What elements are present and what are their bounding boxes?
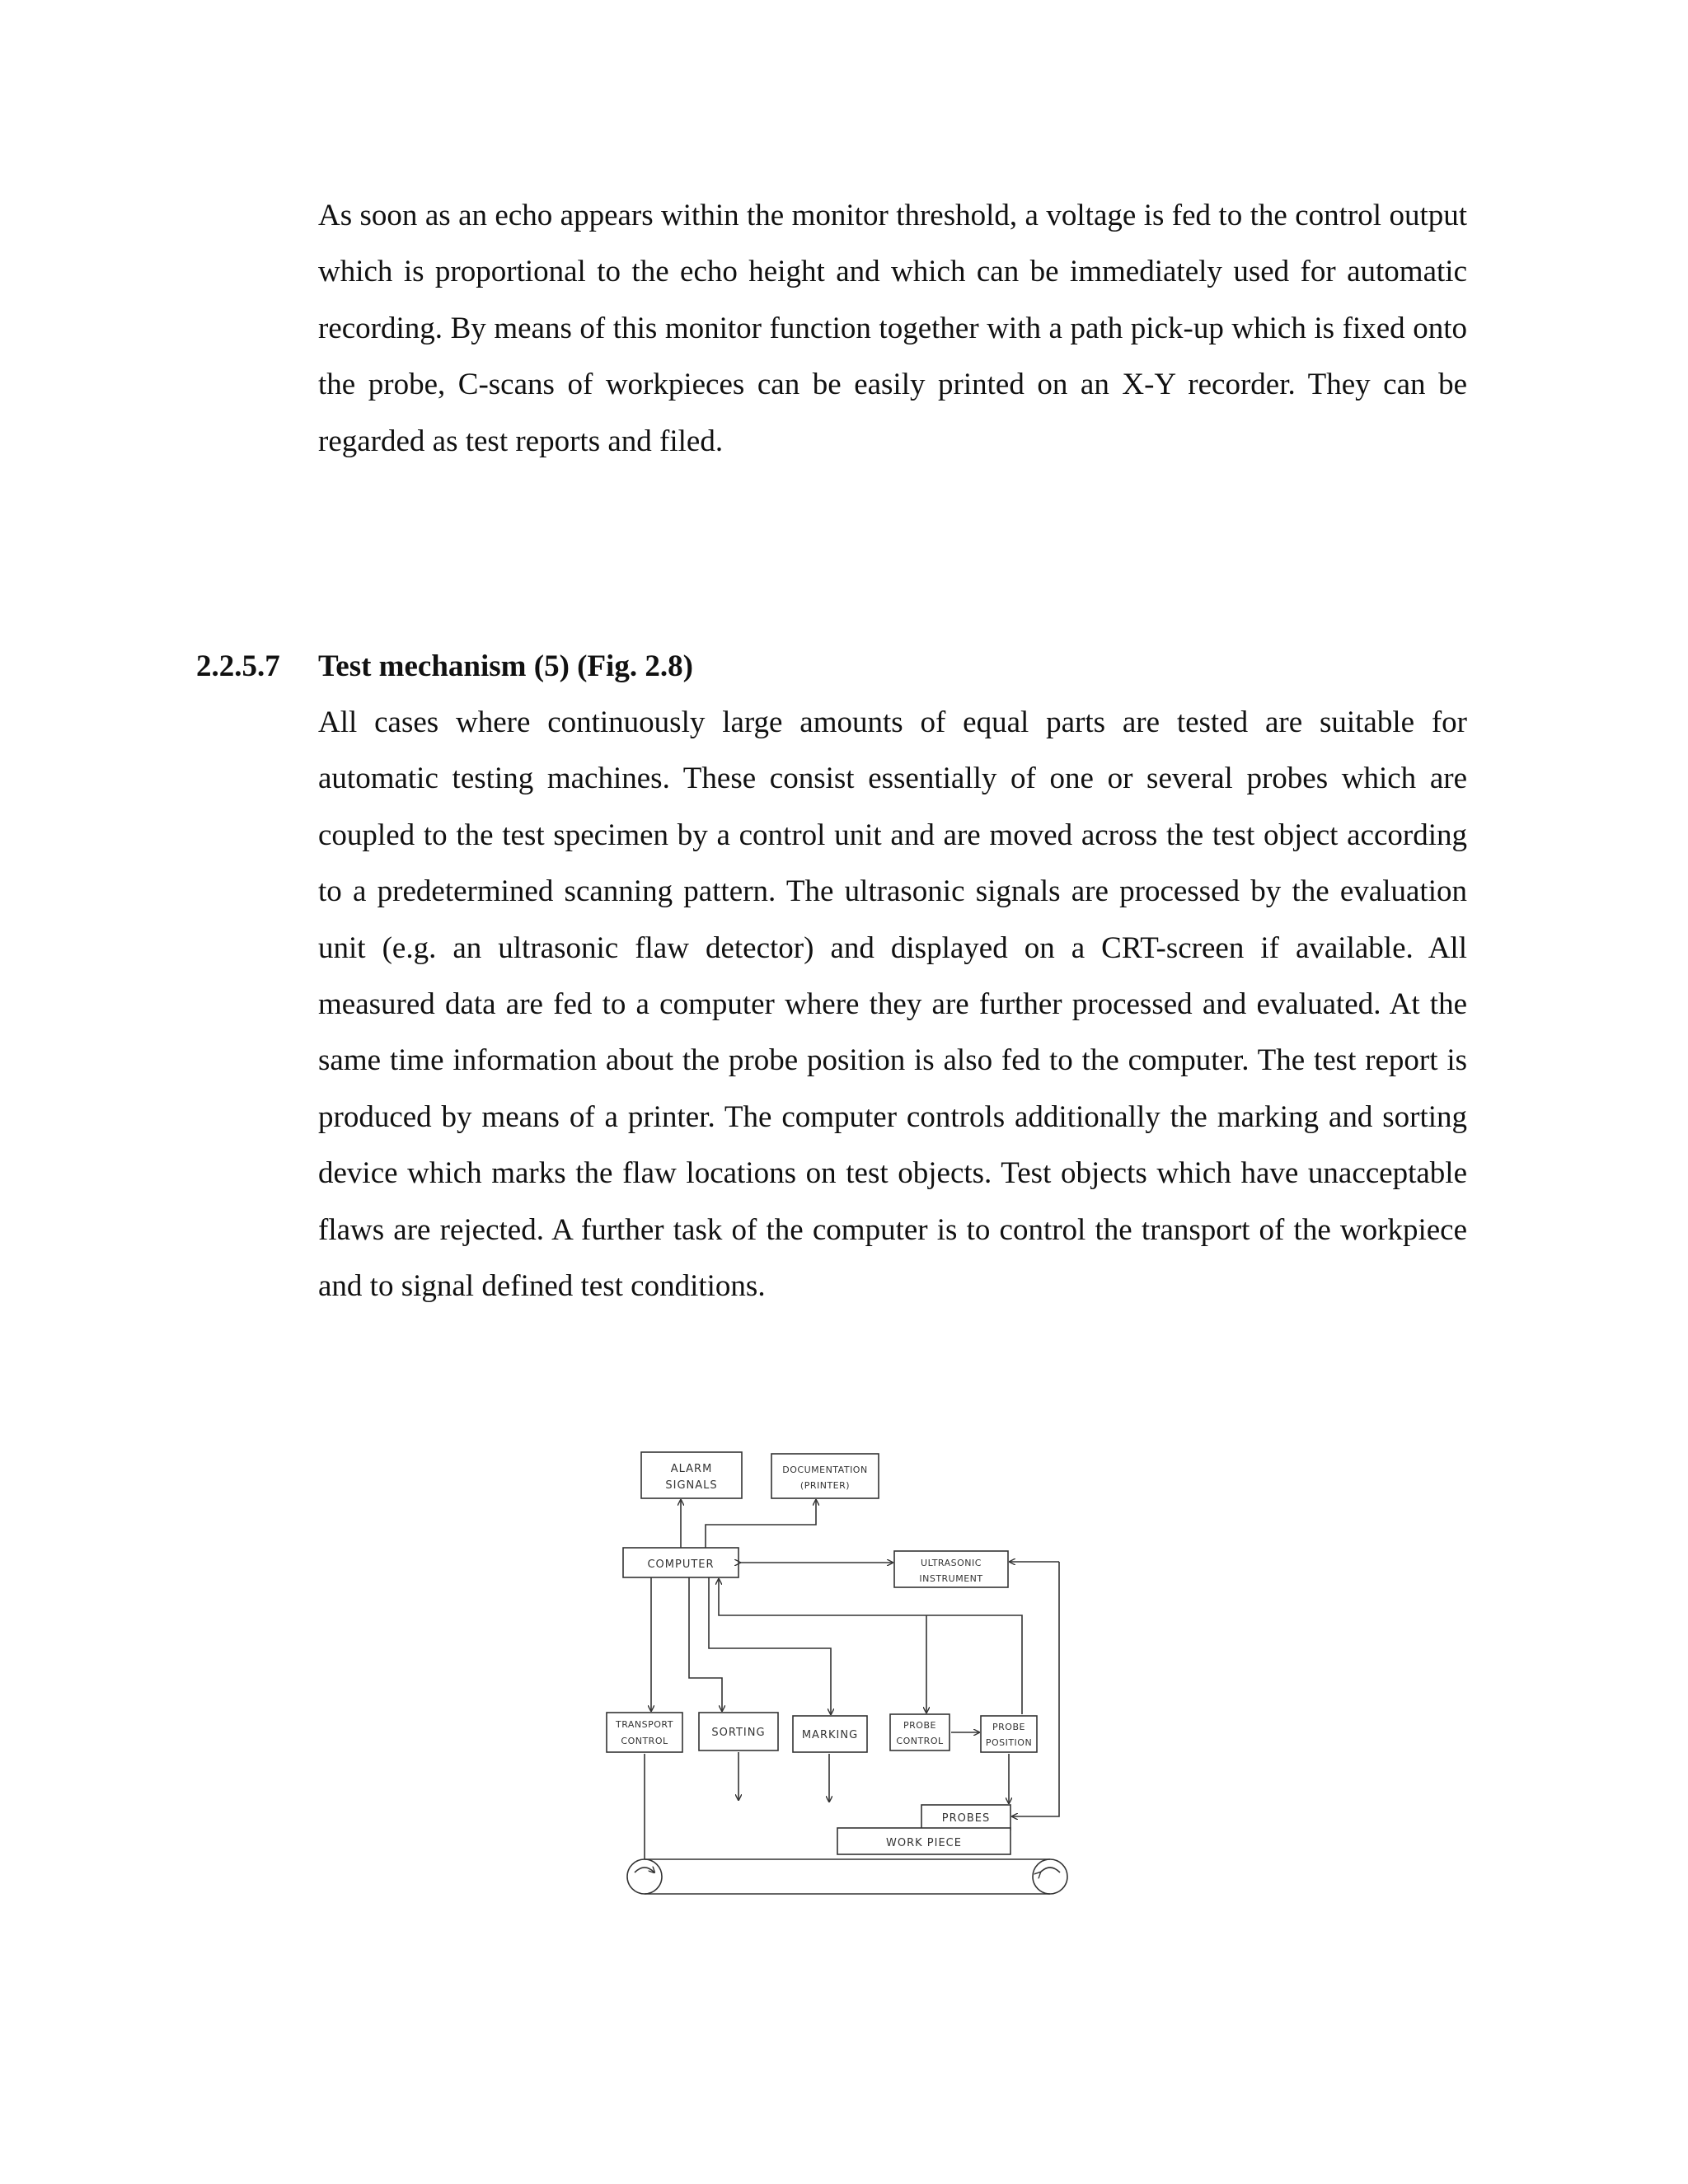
work-piece-block xyxy=(837,1828,1010,1854)
alarm-label-1: ALARM xyxy=(670,1463,713,1475)
probes-block xyxy=(921,1805,1010,1830)
probes-label: PROBES xyxy=(941,1812,991,1825)
section-heading xyxy=(196,639,693,695)
section-title: Test mechanism (5) (Fig. 2.8) xyxy=(318,649,693,683)
computer-label: COMPUTER xyxy=(647,1558,715,1571)
marking-label: MARKING xyxy=(801,1729,859,1741)
alarm-label-2: SIGNALS xyxy=(665,1479,718,1492)
sorting-label: SORTING xyxy=(711,1727,766,1739)
probe-position-block xyxy=(981,1716,1037,1752)
transport-label-2: CONTROL xyxy=(621,1736,668,1746)
paragraph-test-mechanism: All cases where continuously large amounts of equal parts are tested are suitable for automatic testing machines. These consist essentially of one or several probes which are coupled to the test specimen by a control unit and are moved across the test object according to a predetermined scanning pattern. The ultrasonic signals are processed by the evaluation unit (e.g. an ultrasonic flaw detector) and displayed on a CRT-screen if available. All measured data are fed to a computer where they are further processed and evaluated. At the same time information about the probe position is also fed to the computer. The test report is produced by means of a printer. The computer controls additionally the marking and sorting device which marks the flaw locations on test objects. Test objects which have unacceptable flaws are rejected. A further task of the computer is to control the transport of the workpiece and to signal defined test conditions. xyxy=(318,705,1467,1304)
conveyor-belt xyxy=(627,1859,1067,1894)
probe-position-label-2: POSITION xyxy=(985,1737,1033,1748)
marking-block xyxy=(793,1716,867,1752)
documentation-printer-block xyxy=(771,1454,879,1498)
paragraph-monitor-function: As soon as an echo appears within the monitor threshold, a voltage is fed to the control output which is proportional to the echo height and which can be immediately used for automatic recording. By means of this monitor function together with a path pick-up which is fixed onto the probe, C-scans of workpieces can be easily printed on an X-Y recorder. They can be regarded as test reports and filed. xyxy=(318,199,1467,458)
alarm-signals-block xyxy=(641,1452,742,1498)
sorting-block xyxy=(699,1713,778,1750)
test-mechanism-diagram xyxy=(577,1393,1088,1920)
transport-control-block xyxy=(607,1713,682,1752)
documentation-label-1: DOCUMENTATION xyxy=(782,1465,868,1475)
probe-control-label-2: CONTROL xyxy=(896,1736,944,1746)
documentation-label-2: (PRINTER) xyxy=(799,1480,851,1491)
ultrasonic-instrument-block xyxy=(894,1551,1008,1587)
section-number: 2.2.5.7 xyxy=(196,649,280,683)
transport-label-1: TRANSPORT xyxy=(615,1719,674,1730)
computer-block xyxy=(623,1548,738,1577)
work-piece-label: WORK PIECE xyxy=(886,1837,962,1849)
ultrasonic-label-1: ULTRASONIC xyxy=(921,1558,982,1568)
probe-control-label-1: PROBE xyxy=(903,1720,936,1731)
probe-control-block xyxy=(890,1714,950,1750)
probe-position-label-1: PROBE xyxy=(992,1722,1025,1732)
ultrasonic-label-2: INSTRUMENT xyxy=(919,1573,983,1584)
